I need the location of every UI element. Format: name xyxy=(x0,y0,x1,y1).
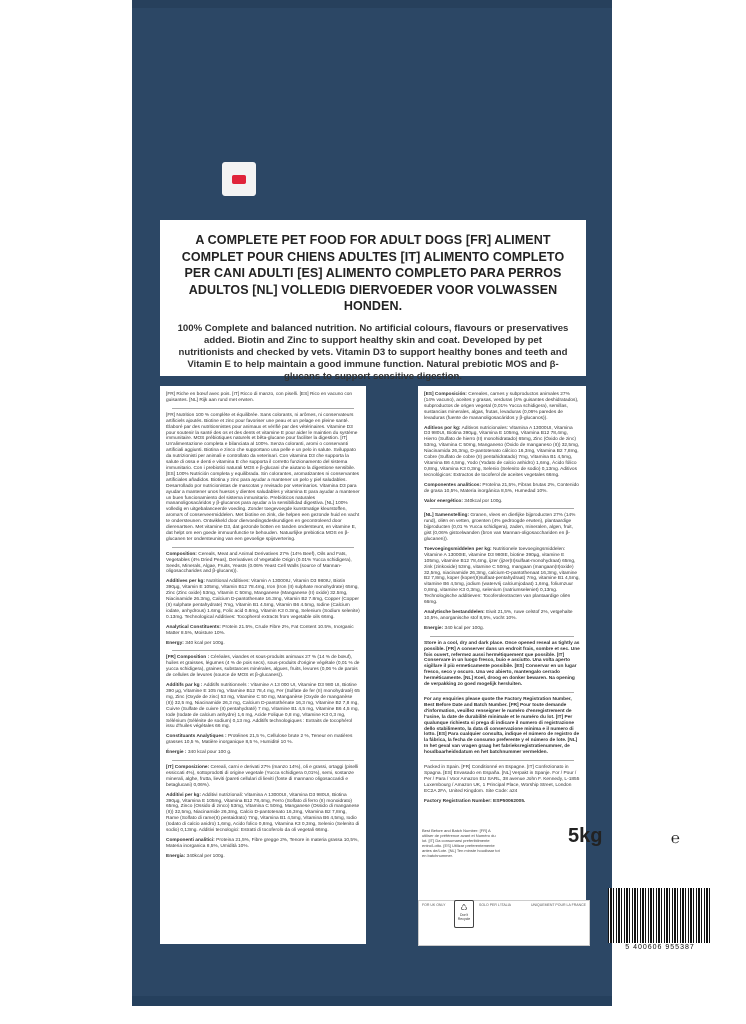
energy-nl: Energie: 340 kcal per 100g. xyxy=(424,625,485,631)
lot-code-box xyxy=(418,900,590,946)
brand-logo-icon xyxy=(222,162,256,196)
product-title: A COMPLETE PET FOOD FOR ADULT DOGS [FR] ALIMENT COMPLET POUR CHIENS ADULTES [IT] ALIMENTO COMPLETO PER CANI ADULTI [ES] ALIMENTO COMPLETO PARA PERROS ADULTOS [NL] VOLLEDIG DIERVOEDER VOOR VOLWASSEN HONDEN. xyxy=(181,233,565,313)
analytical-es: Componentes analíticos: Proteína 21,5%, Fibras brutas 2%, Contenido de grasa 10,5%, Materia inorgánica 8,5%, Humedad 10%. xyxy=(424,482,579,494)
composition-es: [ES] Composición: Cereales, carnes y subproductos animales 27% (14% vacuno), aceites y grasas, verduras (4% guisantes deshidratados), subproductos de origen vegetal (0,01% Yucca schidigera), semillas, sustancias minerales, algas, frutas, levaduras (0,06% paredes de levaduras (fuente de mananoligosacáridos y β-glucanos)). xyxy=(424,392,579,421)
lot-cell: SOLO PER L'ITALIA xyxy=(479,903,511,907)
barcode-number: 5 400606 955387 xyxy=(625,944,695,951)
packed-in: Packed in Spain. [FR] Conditionné en Espagne. [IT] Confezionato in Spagna. [ES] Envasado en España. [NL] Verpakt in Spanje. For / Pour / Per / Para / Voor Amazon EU SARL, 38 avenue John F. Kennedy, L-1855 Luxembourg / Amazon UK, 1 Principal Place, Worship Street, London EC2A 2FA, United Kingdom. Site Code: a24 xyxy=(424,765,580,794)
storage-instructions: Store in a cool, dry and dark place. Once opened reseal as tightly as possible. [FR] A conserver dans un endroit frais, sombre et sec. Une fois ouvert, refermez aussi hermétiquement que possible. [IT] Conservare in un luogo fresco, buio e asciutto. Una volta aperto sigillare il più ermeticamente possibile. [ES] Conservar en un lugar fresco, seco y oscuro. Una vez abierto, mantengalo cerrado herméticamente. [NL] Koel, droog en donker bewaren. Na opening de verpakking zo goed mogelijk hersluiten. xyxy=(424,640,580,688)
analytical-it: Componenti analitici: Proteina 21,5%, Fibre gregge 2%, Tenore in materia grassa 10,5%, Materia inorganica 8,5%, Umidità 10%. xyxy=(166,838,359,849)
flavour-translations: [FR] Riche en bœuf avec pois. [IT] Ricco di manzo, con piselli. [ES] Rico en vacuno con guisantes. [NL] Rijk aan rund met erwten. xyxy=(166,392,353,403)
left-ingredients-panel xyxy=(160,386,366,944)
header-panel xyxy=(160,220,586,382)
claims-translations: [FR] Nutrition 100 % complète et équilibrée. Sans colorants, ni arômes, ni conservateurs artificiels ajoutés. Biotine et zinc pour favoriser une peau et un pelage en pleine santé. Élaboré par des nutritionnistes pour animaux et vérifié par des vétérinaires. Vitamine D3 pour soutenir la santé des os et des dents et vitamine E pour aider le maintien du système immunitaire. MOS prébiotiques naturels et bêta-glucane pour faciliter la digestion. [IT] Un'alimentazione completa e bilanciata al 100%. Senza coloranti, aromi o conservanti artificiali aggiunti. Biotina e zinco che supportano una pelle e un pelo in salute. Sviluppato da nutrizionisti per animali e controllato da veterinari. Con vitamina D3 che supporta la salute di ossa e denti e vitamina E che supporta il corretto funzionamento del sistema immunitario. Con i prebiotici naturali MOS e β-glucani che aiutano la digestione sensibile. [ES] 100% Nutrición completa y equilibrada. Sin colorantes, aromatizantes ni conservantes artificiales añadidos. Biotina y zinc para ayudar a mantener un pelo y piel saludables. Desarrollado por nutricionistas de mascotas y revisado por veterinarios. Vitamina D3 para ayudar a mantener unos huesos y dientes saludables y vitamina E para ayudar a mantener un buen funcionamiento del sistema inmunitario. Prebióticos naturales mananoligosacáridos y β-glucanos para ayudar a la sensibilidad digestiva. [NL] 100% volledig en uitgebalanceerde voeding. Zonder toegevoegde kunstmatige kleurstoffen, aroma's of conserveermiddelen. Met biotine en zink, die helpen een gezonde huid en vacht te ondersteunen. Ontwikkeld door diervoedingsdeskundigen en gecontroleerd door dierenartsen. Met vitamine D3, dat gezonde botten en tanden ondersteunt, en vitamine E, dat helpt om een goede immuunfunctie te behouden. Natuurlijke prebiotica MOS en β-glucanen ter ondersteuning van een gevoelige spijsvertering. xyxy=(166,412,360,542)
bag-bottom-fold xyxy=(132,996,612,1006)
additives-fr: Additifs par kg : Additifs nutritionnels : Vitamine A 13 000 UI, Vitamine D3 980 UI, Biotine 390 µg, Vitamine E 105 mg, Vitamine B12 78,4 mg, Fer (Sulfate de fer (II) monohydraté) 65 mg, Zinc (Oxyde de zinc) 53 mg, Vitamine C 50 mg, Manganèse (Oxyde de manganèse (II)) 32,5 mg, Niacinamide 26,3 mg, Calcium D-pantothénate 16,3 mg, Vitamine B2 7,8 mg, Cuivre (Sulfate de cuivre (II) pentahydraté) 7 mg, Vitamine B1 4,5 mg, Vitamine B6 4,5 mg, Iode (Iodate de calcium anhydre) 1,6 mg, Acide Folique 0,8 mg, Vitamine K3 0,3 mg, Sélénium (Sélénite de sodium) 0,13 mg. Additifs technologiques : Extraits de tocophérol issu d'huiles végétales 66 mg. xyxy=(166,683,360,730)
divider xyxy=(430,692,574,693)
composition-en: Composition: Cereals, Meat and Animal Derivatives 27% (14% Beef), Oils and Fats, Vegetables (4% Dried Peas), Derivatives of Vegetable Origin (0.01% Yucca schidigera), Seeds, Minerals, Algae, Fruits, Yeasts (0.06% Yeast Cell Walls (source of Mannan-oligosaccharides and β-glucans)). xyxy=(166,551,352,575)
energy-fr: Énergie : 340 kcal pour 100 g. xyxy=(166,750,232,756)
energy-es: Valor energético: 340kcal por 100g. xyxy=(424,498,503,504)
divider xyxy=(430,636,574,637)
additives-es: Aditivos por kg: Aditivos nutricionales: Vitamina A 13000UI, Vitamina D3 980UI, Biotina 390µg, Vitamina E 105mg, Vitamina B12 78,4mg, Hierro (Sulfato de hierro (II) monohidratado) 65mg, Zinc (Óxido de zinc) 53mg, Vitamina C 50mg, Manganeso (Óxido de manganeso (II)) 32,5mg, Niacinamida 26,3mg, D-pantotenato cálcico 16,3mg, Vitamina B2 7,8mg, Cobre (Sulfato de cobre (II) pentahidratado) 7mg, Vitamina B1 4,5mg, Vitamina B6 4,5mg, Yodo (Yodato de calcio anhidro) 1,6mg, Ácido fólico 0,8mg, Vitamina K3 0,3mg, Selenio (Selenito de sodio) 0,13mg. Aditivos tecnológicos: Extractos de tocoferol de aceites vegetales 66mg. xyxy=(424,425,580,478)
energy-it: Energia: 340kcal per 100g. xyxy=(166,853,225,859)
product-claims: 100% Complete and balanced nutrition. No artificial colours, flavours or preservatives added. Biotin and Zinc to support healthy skin and coat. Developed by pet nutritionists and checked by vets. Vitamin D3 to support healthy bones and teeth and Vitamin E to help maintain a good immune function. Natural prebiotic MOS and β-glucans to support sensitive digestion. xyxy=(177,322,569,382)
additives-nl: Toevoegingsmiddelen per kg: Nutritionele toevoegingsmiddelen: Vitamine A 13000IE, vitamine D3 980IE, biotine 390µg, vitamine E 105mg, vitamine B12 78,4mg, ijzer (ijzer(II)sulfaat-monohydraat) 65mg, zink (zinkoxide) 53mg, vitamine C 50mg, mangaan (mangaan(II)oxide) 32,5mg, niacinamide 26,3mg, calcium-D-pantothenaat 16,3mg, vitamine B2 7,8mg, koper (koper(II)sulfaat-pentahydraat) 7mg, vitamine B1 4,5mg, vitamine B6 4,5mg, jodium (watervrij calciumjodaat) 1,6mg, foliumzuur 0,8mg, vitamine K3 0,3mg, selenium (natriumseleniet) 0,13mg. Technologische additieven: Tocoferolextracten van plantaardige oliën 66mg. xyxy=(424,546,580,606)
analytical-fr: Constituants Analytiques : Protéines 21,5 %, Cellulose brute 2 %, Teneur en matières grasses 10,5 %, Matière inorganique 8,5 %, Humidité 10 %. xyxy=(166,734,353,746)
lot-cell: FOR UK ONLY xyxy=(422,903,446,907)
lot-cell: UNIQUEMENT POUR LA FRANCE xyxy=(531,903,586,907)
analytical-nl: Analytische bestanddelen: Eiwit 21,5%, ruwe celstof 2%, vetgehalte 10,5%, anorganische stof 8,5%, vocht 10%. xyxy=(424,610,573,621)
divider xyxy=(172,408,354,409)
divider xyxy=(172,547,354,548)
additives-it: Additivi per kg: Additivi nutrizionali: Vitamina A 13000UI, Vitamina D3 980UI, Biotina 390µg, Vitamina E 105mg, Vitamina B12 78,4mg, Ferro (Solfato di ferro (II) monoidrato) 65mg, Zinco (Ossido di zinco) 53mg, Vitamina C 50mg, Manganese (Ossido di manganese (II)) 32,5mg, Niacinamide 26,3mg, Calcio D-pantotenato 16,3mg, Vitamina B2 7,8mg, Rame (Solfato di rame(II) pentaidrato) 7mg, Vitamina B1 4,5mg, Vitamina B6 4,5mg, Iodio (Iodato di calcio anidro) 1,6mg, Acido folico 0,8mg, Vitamina K3 0,3mg, Selenio (Selenito di sodio) 0,13mg. Additivi tecnologici: Estratti di tocoferolo da oli vegetali 66mg. xyxy=(166,792,360,834)
energy-en: Energy: 340 kcal per 100g. xyxy=(166,640,225,646)
analytical-en: Analytical Constituents: Protein 21.5%, Crude Fibre 2%, Fat Content 10.5%, Inorganic Matter 8.5%, Moisture 10%. xyxy=(166,624,354,636)
divider xyxy=(172,650,354,651)
divider xyxy=(430,760,574,761)
barcode xyxy=(608,888,712,954)
composition-fr: [FR] Composition : Céréales, viandes et sous-produits animaux 27 % (14 % de bœuf), huiles et graisses, légumes (4 % de pois secs), sous-produits d'origine végétale (0,01 % de yucca schidigera), graines, substances minérales, algues, fruits, levures (0,06 % de parois de cellules de levures (source de MOS et β-glucanes)). xyxy=(166,655,360,679)
additives-en: Additives per kg: Nutritional Additives: Vitamin A 13000IU, Vitamin D3 980IU, Biotin 390µg, Vitamin E 105mg, Vitamin B12 78.4mg, Iron (Iron (II) sulphate monohydrate) 65mg, Zinc (Zinc oxide) 53mg, Vitamin C 50mg, Manganese (Manganese (II) oxide) 32.5mg, Niacinamide 26.3mg, Calcium D-pantothenate 16.3mg, Vitamin B2 7.8mg, Copper (Copper (II) sulphate pentahydrate) 7mg, Vitamin B1 4.5mg, Vitamin B6 4.5mg, Iodine (Calcium iodate, anhydrous) 1.6mg, Folic acid 0.8mg, Vitamin K3 0.3mg, Selenium (Sodium selenite) 0.13mg. Technological Additives: Tocopherol extracts from vegetable oils 66mg. xyxy=(166,579,360,620)
divider xyxy=(172,760,354,761)
bag-top-seal xyxy=(132,0,612,8)
factory-registration: Factory Registration Number: ESP50062005. xyxy=(424,798,526,804)
dont-recycle-icon: ♺ Don't Recycle xyxy=(454,900,474,928)
net-weight: 5kg xyxy=(568,825,603,847)
estimated-sign-icon: ℮ xyxy=(671,830,681,847)
divider xyxy=(430,508,574,509)
composition-it: [IT] Composizione: Cereali, carni e derivati 27% (manzo 14%), oli e grassi, ortaggi (piselli essiccati 4%), sottoprodotti di origine vegetale (Yucca schidigera 0,01%), semi, sostanze minerali, alghe, frutta, lieviti (pareti cellulari di lieviti (fonte di mannano oligosaccaridi e betaglucani) 0,06%). xyxy=(166,765,359,788)
best-before-note: Best Before and Batch Number: [FR] A utiliser de préférence avant et Numéro du lot. [IT] Da consumarsi preferibilmente entro/Lotto. [ES] Utilizar preferentemente antes de/Lote. [NL] Ten minste houdbaar tot en batchnummer. xyxy=(422,828,500,858)
enquiries-note: For any enquiries please quote the Factory Registration Number, Best Before Date and Batch Number. [FR] Pour toute demande d'information, veuillez renseigner le numéro d'enregistrement de l'usine, la date de durabilité minimale et le numéro du lot. [IT] Per qualunque richiesta si prega di indicare il numero di registrazione dello stabilimento, la data di conservazione minima e il numero di lotto. [ES] Para cualquier consulta, indique el número de registro de la fábrica, la fecha de consumo preferente y el número de lote. [NL] In het geval van vragen graag het fabrieksregistratienummer, de houdbaarheidsdatum en het batchnummer vermelden. xyxy=(424,696,580,756)
composition-nl: [NL] Samenstelling: Granen, vlees en dierlijke bijproducten 27% (14% rund), oliën en vetten, groenten (4% gedroogde erwten), plantaardige bijproducten (0,01 % Yucca schidigera), zaden, mineralen, algen, fruit, gist (0,06% gistcelwanden (bron van Mannan-oligosacchariden en β-glucanen)). xyxy=(424,513,576,543)
